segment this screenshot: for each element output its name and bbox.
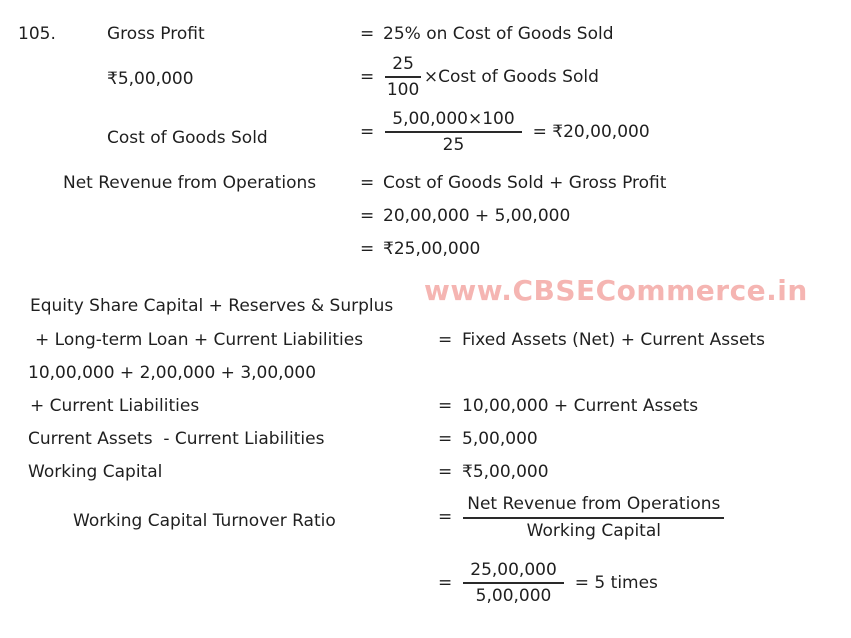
equals-sign: = — [438, 507, 453, 528]
fraction-numerator: 5,00,000×100 — [385, 109, 521, 133]
net-revenue-result: ₹25,00,000 — [383, 239, 481, 259]
fraction-numerator: 25 — [385, 54, 421, 78]
cogs-calculation-line — [360, 109, 650, 155]
turnover-ratio-formula-line — [438, 494, 724, 541]
equals-sign: = — [438, 429, 453, 449]
current-assets-minus-liabilities-label: Current Assets - Current Liabilities — [28, 429, 325, 449]
equals-sign: = — [360, 66, 375, 87]
turnover-ratio-result-line — [438, 560, 658, 606]
fraction-turnover-formula — [463, 494, 724, 541]
gross-profit-label: Gross Profit — [107, 24, 205, 44]
fraction-cogs — [385, 109, 521, 155]
problem-number: 105. — [18, 24, 56, 44]
gross-profit-formula-line — [360, 54, 599, 100]
fraction-25-over-100 — [385, 54, 421, 100]
equals-sign: = — [360, 206, 375, 226]
balance-equation-lhs-part1: Equity Share Capital + Reserves & Surplus — [30, 296, 394, 316]
turnover-ratio-result: = 5 times — [574, 572, 658, 593]
equals-sign: = — [360, 239, 375, 259]
equals-sign: = — [438, 396, 453, 416]
working-capital-value: ₹5,00,000 — [462, 462, 549, 482]
equals-sign: = — [360, 121, 375, 142]
equals-sign: = — [438, 572, 453, 593]
fraction-turnover-values — [463, 560, 564, 606]
watermark-text: www.CBSECommerce.in — [424, 274, 808, 307]
net-revenue-formula: Cost of Goods Sold + Gross Profit — [383, 173, 667, 193]
working-capital-turnover-ratio-label: Working Capital Turnover Ratio — [73, 511, 336, 531]
cogs-label: Cost of Goods Sold — [107, 128, 268, 148]
balance-equation-lhs-part2: + Long-term Loan + Current Liabilities — [35, 330, 364, 350]
fraction-multiplier-text: ×Cost of Goods Sold — [423, 66, 599, 87]
net-revenue-calculation: 20,00,000 + 5,00,000 — [383, 206, 571, 226]
equals-sign: = — [360, 24, 375, 44]
fraction-numerator: 25,00,000 — [463, 560, 564, 584]
equals-sign: = — [360, 173, 375, 193]
equals-sign: = — [438, 462, 453, 482]
fraction-numerator: Net Revenue from Operations — [463, 494, 724, 519]
current-liabilities-label: + Current Liabilities — [30, 396, 200, 416]
balance-values-lhs: 10,00,000 + 2,00,000 + 3,00,000 — [28, 363, 317, 383]
fraction-denominator: 25 — [442, 135, 465, 156]
balance-equation-rhs: Fixed Assets (Net) + Current Assets — [462, 330, 765, 350]
fraction-denominator: 5,00,000 — [475, 586, 552, 607]
fraction-denominator: Working Capital — [526, 521, 661, 542]
current-assets-minus-liabilities-value: 5,00,000 — [462, 429, 538, 449]
balance-values-rhs: 10,00,000 + Current Assets — [462, 396, 699, 416]
gross-profit-value: 25% on Cost of Goods Sold — [383, 24, 614, 44]
equals-sign: = — [438, 330, 453, 350]
fraction-denominator: 100 — [386, 80, 420, 101]
cogs-result: = ₹20,00,000 — [532, 121, 650, 142]
working-capital-label: Working Capital — [28, 462, 163, 482]
gross-profit-amount: ₹5,00,000 — [107, 69, 194, 89]
net-revenue-label: Net Revenue from Operations — [63, 173, 317, 193]
